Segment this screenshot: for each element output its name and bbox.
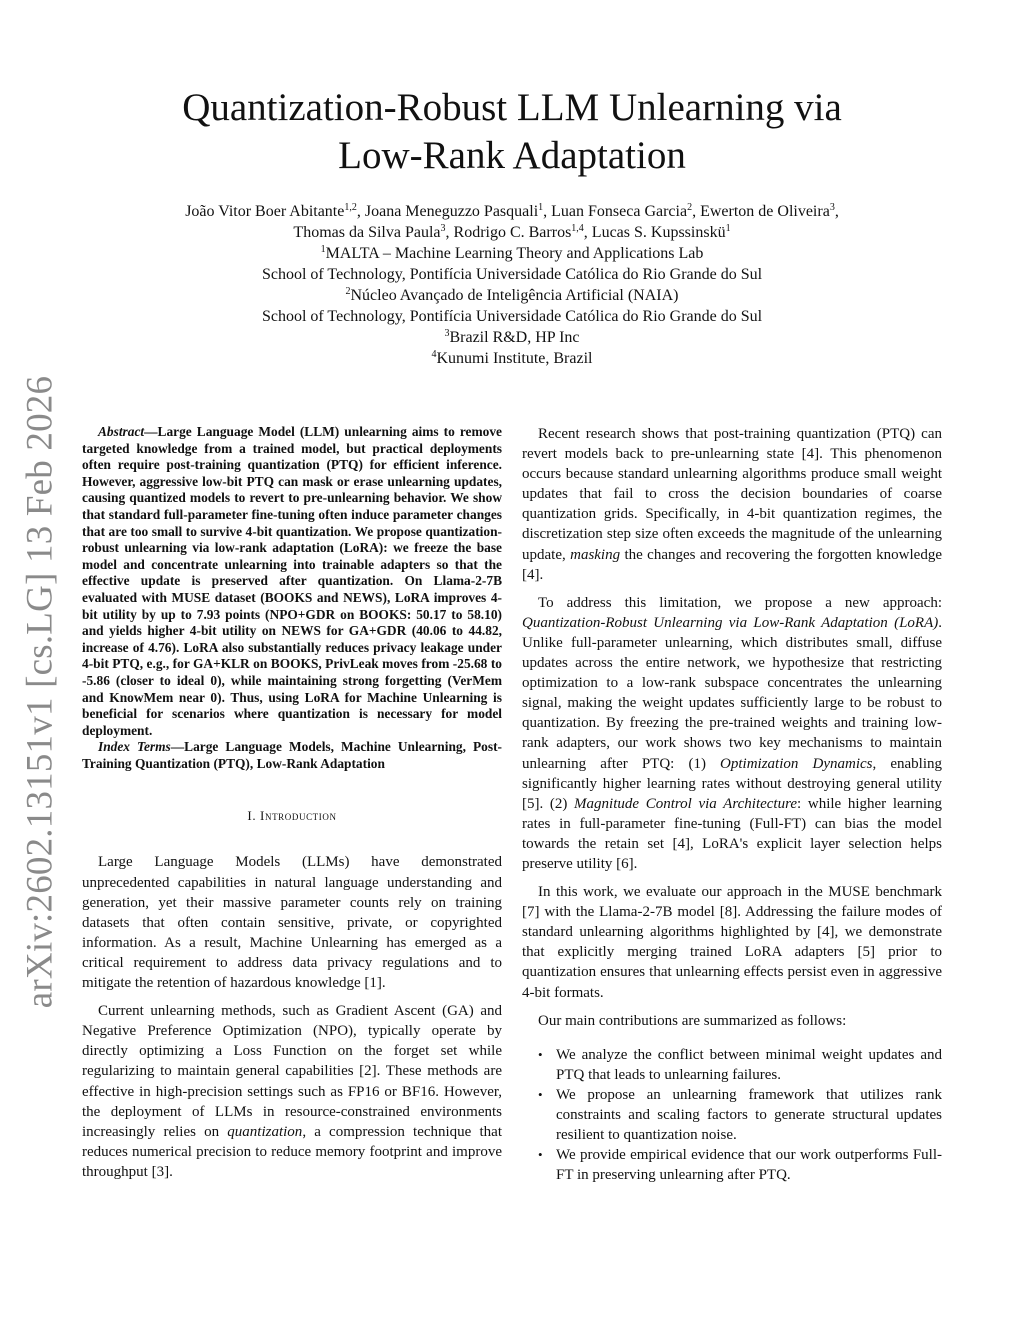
author-name: Luan Fonseca Garcia <box>551 203 688 220</box>
author-name: Rodrigo C. Barros <box>453 224 572 241</box>
emphasis: Optimization Dynamics <box>720 755 873 772</box>
author-affiliation-mark: 3 <box>829 202 835 213</box>
affiliation-name: Núcleo Avançado de Inteligência Artificial (NAIA) <box>350 287 679 304</box>
author-affiliation-mark: 1 <box>725 223 731 234</box>
affiliation-mark: 3 <box>444 328 450 339</box>
text-run: , a compression technique that reduces numerical precision to reduce memory footprint and improve throughput [3]. <box>82 1123 503 1180</box>
affiliation-4 <box>80 348 944 369</box>
abstract-lead: Abstract <box>98 424 145 439</box>
index-terms-text: —Large Language Models, Machine Unlearning, Post-Training Quantization (PTQ), Low-Rank Adaptation <box>82 739 502 771</box>
index-terms-lead: Index Terms <box>98 739 171 755</box>
affiliation-2-school: School of Technology, Pontifícia Universidade Católica do Rio Grande do Sul <box>261 308 763 325</box>
author-affiliation-mark: 1,2 <box>344 202 357 213</box>
list-item <box>522 1145 942 1185</box>
title-line-1: Quantization-Robust LLM Unlearning via <box>182 86 842 129</box>
author-name: Ewerton de Oliveira <box>700 203 830 220</box>
affiliation-1 <box>80 243 944 264</box>
list-item-text: We analyze the conflict between minimal weight updates and PTQ that leads to unlearning failures. <box>556 1046 942 1083</box>
intro-paragraph-4 <box>522 593 942 874</box>
affiliation-name: MALTA – Machine Learning Theory and Applications Lab <box>325 245 704 262</box>
abstract-text: —Large Language Model (LLM) unlearning aims to remove targeted knowledge from a trained model, but practical deployments often require post-training quantization (PTQ) for efficient inference. However, aggressive low-bit PTQ can mask or erase unlearning updates, causing quantized models to revert to pre-unlearning behavior. We show that standard full-parameter fine-tuning often induce parameter changes that are too small to survive 4-bit quantization. We propose quantization-robust unlearning via low-rank adaptation (LoRA): we freeze the base model and concentrate unlearning into trainable adapters so that the effective update is preserved after quantization. On Llama-2-7B evaluated with MUSE dataset (BOOKS and NEWS), LoRA improves 4-bit utility by up to 7.93 points (NPO+GDR on BOOKS: 50.17 to 58.10) and yields higher 4-bit utility on NEWS for GA+GDR (40.06 to 44.82, increase of 4.76). LoRA also substantially reduces privacy leakage under 4-bit PTQ, e.g., for GA+KLR on BOOKS, PrivLeak moves from -25.68 to -5.86 (closer to ideal 0), while maintaining strong forgetting (VerMem and KnowMem near 0). Thus, using LoRA for Machine Unlearning is beneficial for scenarios where quantization is necessary for model deployment. <box>82 424 502 738</box>
intro-paragraph-3 <box>522 424 942 585</box>
affiliation-name: Brazil R&D, HP Inc <box>449 329 580 346</box>
emphasis: Quantization-Robust Unlearning via Low-Rank Adaptation (LoRA) <box>522 614 939 631</box>
text-run: , enabling significantly higher learning rates without destroying general utility [5]. (2) <box>522 755 942 812</box>
contributions-list <box>522 1045 942 1186</box>
affiliation-1-school: School of Technology, Pontifícia Universidade Católica do Rio Grande do Sul <box>261 266 763 283</box>
affiliation-mark: 2 <box>345 286 351 297</box>
abstract <box>82 424 502 739</box>
author-affiliation-mark: 2 <box>687 202 693 213</box>
text-run: . Unlike full-parameter unlearning, which distributes small, diffuse updates across the entire network, we hypothesize that restricting optimization to a low-rank subspace concentrates the unlearning signal, making the weight updates sufficiently large to be robust to quantization. By freezing the pre-trained weights and training low-rank adapters, our work shows two key mechanisms to maintain unlearning after PTQ: (1) <box>522 614 942 772</box>
list-item-text: We provide empirical evidence that our work outperforms Full-FT in preserving unlearning after PTQ. <box>556 1147 942 1184</box>
bullet-icon: • <box>538 1147 543 1163</box>
author-name: João Vitor Boer Abitante <box>185 203 345 220</box>
author-block <box>80 201 944 369</box>
author-line-1: João Vitor Boer Abitante$^{1,2}$, Joana Meneguzzo Pasquali$^1$, Luan Fonseca Garcia$^2$, Ewerton de Oliveira$^3$, <box>185 202 839 220</box>
text-run: To address this limitation, we propose a new approach: <box>538 594 942 611</box>
emphasis: masking <box>570 546 621 563</box>
author-affiliation-mark: 1 <box>538 202 544 213</box>
list-item <box>522 1045 942 1085</box>
intro-paragraph-5: In this work, we evaluate our approach in the MUSE benchmark [7] with the Llama-2-7B model [8]. Addressing the failure modes of standard unlearning algorithms highlighted by [4], we demonstrate that explicitly merging trained LoRA adapters [5] prior to quantization ensures that unlearning effects persist even in aggressive 4-bit formats. <box>522 884 942 1001</box>
bullet-icon: • <box>538 1046 543 1062</box>
author-line-2: Thomas da Silva Paula$^3$, Rodrigo C. Barros$^{1,4}$, Lucas S. Kupssinskü$^1$ <box>293 223 731 241</box>
emphasis: Magnitude Control via Architecture <box>574 795 798 812</box>
author-name: Lucas S. Kupssinskü <box>591 224 726 241</box>
emphasis: quantization <box>227 1123 303 1140</box>
affiliation-mark: 4 <box>431 349 437 360</box>
author-affiliation-mark: 3 <box>440 223 446 234</box>
list-item <box>522 1085 942 1145</box>
title-line-2: Low-Rank Adaptation <box>338 134 686 177</box>
intro-paragraph-2 <box>82 1001 502 1182</box>
author-affiliation-mark: 1,4 <box>571 223 584 234</box>
right-column <box>522 424 942 1185</box>
left-column <box>82 424 502 1190</box>
author-name: Joana Meneguzzo Pasquali <box>364 203 539 220</box>
author-name: Thomas da Silva Paula <box>293 224 441 241</box>
intro-paragraph-1: Large Language Models (LLMs) have demonstrated unprecedented capabilities in natural language understanding and generation, yet their massive parameter counts rely on training datasets that often contain sensitive, private, or copyrighted information. As a result, Machine Unlearning has emerged as a critical requirement to address data privacy regulations and to mitigate the retention of hazardous knowledge [1]. <box>82 854 502 992</box>
affiliation-name: Kunumi Institute, Brazil <box>436 350 593 367</box>
text-run: the changes and recovering the forgotten knowledge [4]. <box>522 546 942 583</box>
arxiv-identifier: arXiv:2602.13151v1 [cs.LG] 13 Feb 2026 <box>19 375 61 1009</box>
list-item-text: We propose an unlearning framework that utilizes rank constraints and scaling factors to generate structural updates resilient to quantization noise. <box>556 1086 942 1144</box>
index-terms <box>82 739 502 772</box>
text-run: : while higher learning rates in full-parameter fine-tuning (Full-FT) can bias the model towards the retain set [4], LoRA's explicit layer selection helps preserve utility [6]. <box>522 795 942 872</box>
affiliation-2 <box>80 285 944 306</box>
paper-title <box>120 84 904 180</box>
bullet-icon: • <box>538 1086 543 1102</box>
intro-paragraph-6: Our main contributions are summarized as follows: <box>538 1012 847 1029</box>
affiliation-mark: 1 <box>320 244 326 255</box>
section-heading-introduction: I. Introduction <box>247 808 337 824</box>
affiliation-3 <box>80 327 944 348</box>
text-run: Recent research shows that post-training quantization (PTQ) can revert models back to pre-unlearning state [4]. This phenomenon occurs because standard unlearning algorithms produce small weight updates that fail to cross the decision boundaries of coarse quantization grids. Specifically, in 4-bit quantization regimes, the discretization step size often exceeds the magnitude of the unlearning update, <box>522 426 942 563</box>
text-run: Current unlearning methods, such as Gradient Ascent (GA) and Negative Preference Optimization (NPO), typically operate by directly optimizing a Loss Function on the forget set while regularizing to maintain general capabilities [2]. These methods are effective in high-precision settings such as FP16 or BF16. However, the deployment of LLMs in resource-constrained environments increasingly relies on <box>82 1003 502 1140</box>
